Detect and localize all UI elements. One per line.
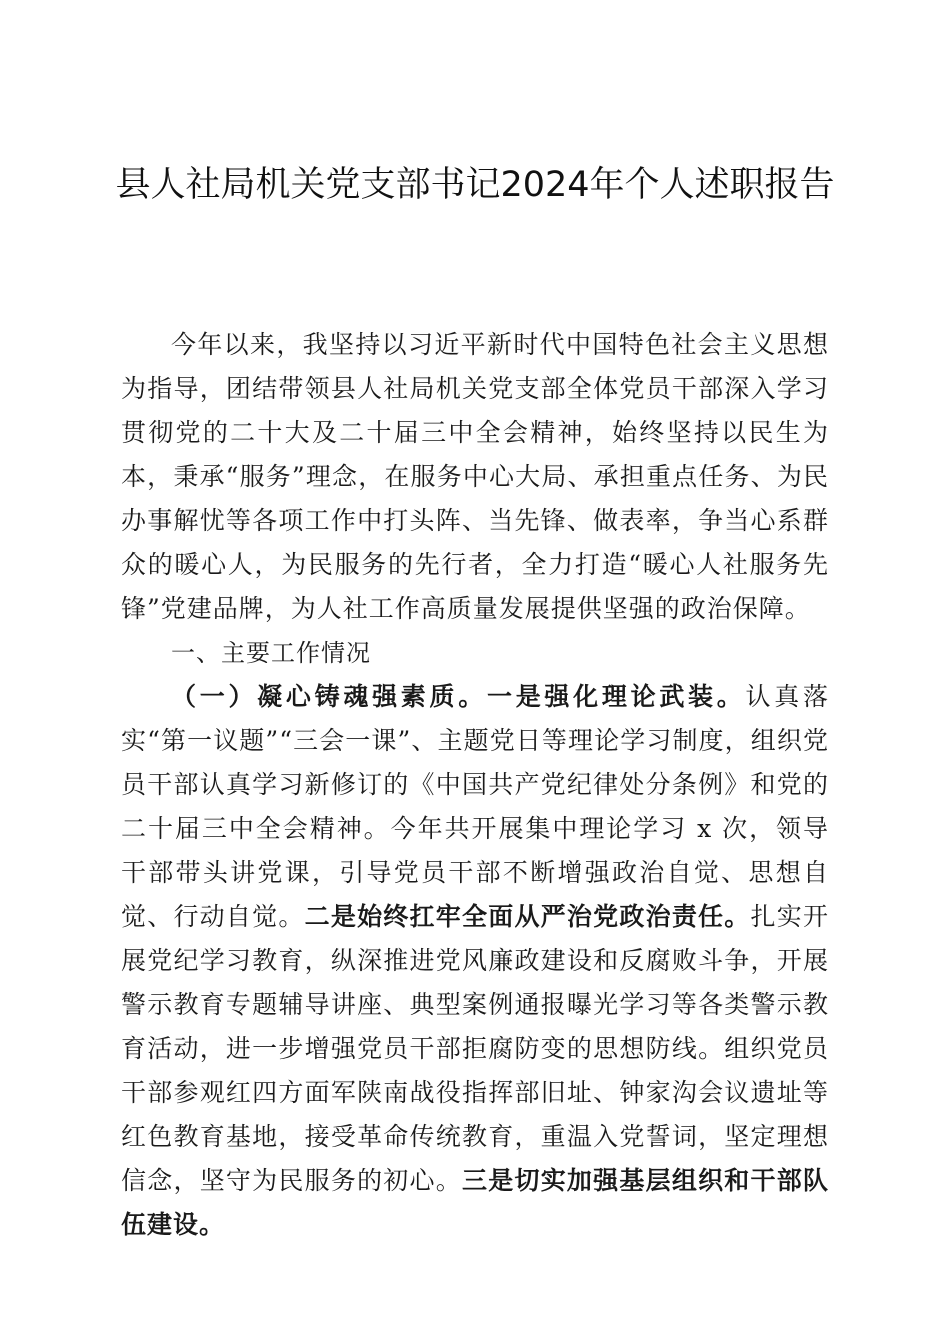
point-1-title: 一是强化理论武装。 xyxy=(486,682,746,711)
section-heading: 一、主要工作情况 xyxy=(171,639,371,667)
point-2-text: 扎实开展党纪学习教育，纵深推进党风廉政建设和反腐败斗争，开展警示教育专题辅导讲座、典型案例通报曝光学习等各类警示教育活动，进一步增强党员干部拒腐防变的思想防线。组织党员干部参观红四方面军陕南战役指挥部旧址、钟家沟会议遗址等红色教育基地，接受革命传统教育，重温入党誓词，坚定理想信念，坚守为民服务的初心。 xyxy=(121,902,829,1195)
document-title: 县人社局机关党支部书记2024年个人述职报告 xyxy=(115,165,835,205)
intro-paragraph: 今年以来，我坚持以习近平新时代中国特色社会主义思想为指导，团结带领县人社局机关党支部全体党员干部深入学习贯彻党的二十大及二十届三中全会精神，始终坚持以民生为本，秉承“服务”理念，在服务中心大局、承担重点任务、为民办事解忧等各项工作中打头阵、当先锋、做表率，争当心系群众的暖心人，为民服务的先行者，全力打造“暖心人社服务先锋”党建品牌，为人社工作高质量发展提供坚强的政治保障。 xyxy=(121,330,829,623)
point-1-text: 认真落实“第一议题”“三会一课”、主题党日等理论学习制度，组织党员干部认真学习新修订的《中国共产党纪律处分条例》和党的二十届三中全会精神。今年共开展集中理论学习 x 次，领导干部带头讲党课，引导党员干部不断增强政治自觉、思想自觉、行动自觉。 xyxy=(121,682,829,931)
subsection-heading: （一）凝心铸魂强素质。 xyxy=(171,682,487,711)
point-2-title: 二是始终扛牢全面从严治党政治责任。 xyxy=(304,902,751,931)
point-3-title: 三是切实加强基层组织和干部队伍建设。 xyxy=(121,1166,829,1239)
document-body xyxy=(121,323,829,1247)
subsection-paragraph xyxy=(121,675,829,1247)
